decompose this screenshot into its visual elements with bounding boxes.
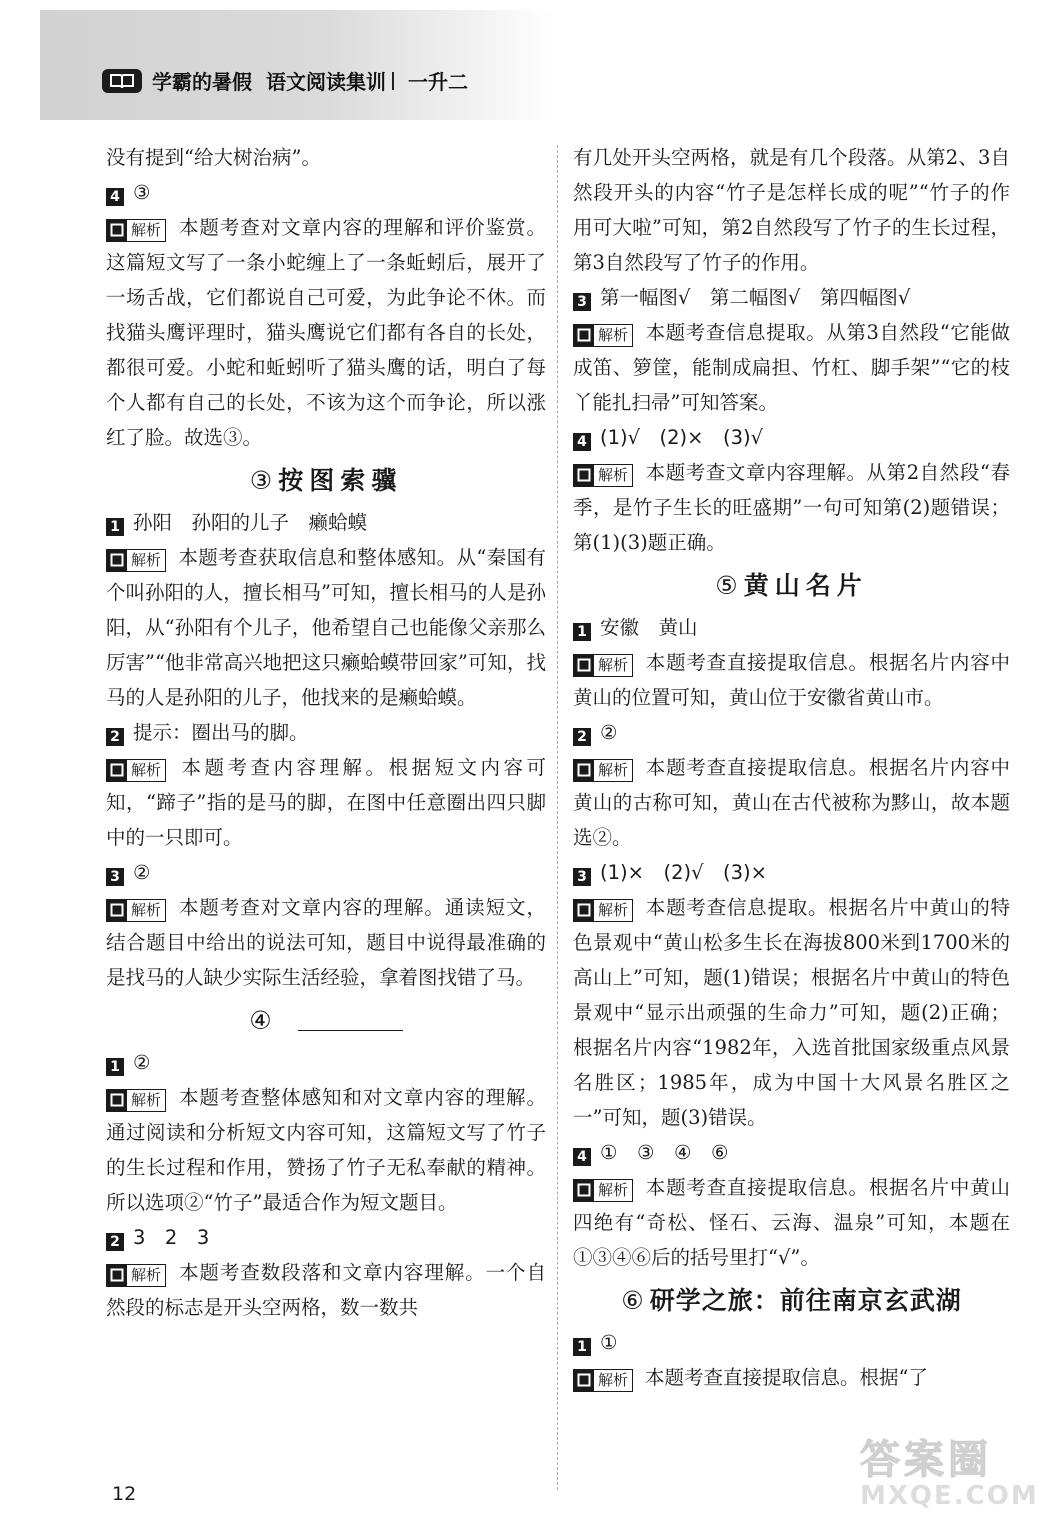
continued-text: 没有提到“给大树治病”。 <box>106 146 321 169</box>
analysis-icon <box>574 655 594 676</box>
header-separator <box>392 72 394 90</box>
analysis-icon <box>574 1180 594 1201</box>
analysis-text: 本题考查信息提取。根据名片中黄山的特色景观中“黄山松多生长在海拔800米到1700米的高山上”可知，题(1)错误；根据名片中黄山的特色景观中“显示出顽强的生命力”可知，题(2)正确；根据名片内容“1982年，入选首批国家级重点风景名胜区；1985年，成为中国十大风景名胜区之一”可知，题(3)错误。 <box>573 896 1010 1129</box>
analysis-icon <box>107 760 127 781</box>
question-number: 2 <box>106 728 124 746</box>
analysis-text: 本题考查数段落和文章内容理解。一个自然段的标志是开头空两格，数一数共 <box>106 1261 546 1319</box>
column-divider <box>557 145 558 1490</box>
analysis-icon <box>574 1370 594 1391</box>
answer-text: ① <box>600 1331 618 1354</box>
analysis-badge <box>573 759 633 782</box>
analysis-paragraph <box>573 455 1010 560</box>
title-blank-line <box>298 1030 403 1031</box>
question-number: 1 <box>106 1058 124 1076</box>
section-heading <box>573 1283 1010 1319</box>
analysis-text: 本题考查直接提取信息。根据名片内容中黄山的古称可知，黄山在古代被称为黟山，故本题选②。 <box>573 756 1010 849</box>
question-number: 4 <box>573 433 591 451</box>
analysis-label: 解析 <box>131 1090 162 1109</box>
analysis-text: 本题考查内容理解。根据短文内容可知，“蹄子”指的是马的脚，在图中任意圈出四只脚中的一只即可。 <box>106 756 546 849</box>
analysis-paragraph <box>573 890 1010 1135</box>
page-number: 12 <box>112 1483 137 1505</box>
analysis-icon <box>574 760 594 781</box>
analysis-badge <box>106 549 166 572</box>
analysis-paragraph <box>573 645 1010 715</box>
section-number: ⑥ <box>621 1286 644 1315</box>
question-number: 1 <box>573 623 591 641</box>
question-item <box>106 505 546 540</box>
question-item <box>573 610 1010 645</box>
analysis-text: 本题考查对文章内容的理解。通读短文，结合题目中给出的说法可知，题目中说得最准确的是找马的人缺少实际生活经验，拿着图找错了马。 <box>106 896 546 989</box>
question-item <box>106 855 546 890</box>
analysis-badge <box>573 1369 633 1392</box>
question-item <box>106 1045 546 1080</box>
analysis-text: 本题考查直接提取信息。根据名片中黄山四绝有“奇松、怪石、云海、温泉”可知，本题在①③④⑥后的括号里打“√”。 <box>573 1176 1010 1269</box>
header-grade: 一升二 <box>408 70 468 94</box>
analysis-text: 本题考查整体感知和对文章内容的理解。通过阅读和分析短文内容可知，这篇短文写了竹子的生长过程和作用，赞扬了竹子无私奉献的精神。所以选项②“竹子”最适合作为短文题目。 <box>106 1086 546 1214</box>
section-number: ④ <box>249 1006 272 1035</box>
answer-text: ① ③ ④ ⑥ <box>600 1141 729 1164</box>
question-item <box>573 280 1010 315</box>
analysis-label: 解析 <box>598 465 629 484</box>
analysis-badge <box>573 1179 633 1202</box>
analysis-label: 解析 <box>598 900 629 919</box>
analysis-badge <box>573 324 633 347</box>
analysis-icon <box>107 900 127 921</box>
answer-text: 3 2 3 <box>133 1226 210 1249</box>
analysis-label: 解析 <box>598 1180 629 1199</box>
answer-text: ② <box>133 861 151 884</box>
analysis-label: 解析 <box>131 220 162 239</box>
question-item <box>573 715 1010 750</box>
analysis-label: 解析 <box>131 900 162 919</box>
analysis-label: 解析 <box>598 325 629 344</box>
analysis-icon <box>574 900 594 921</box>
question-number: 3 <box>573 868 591 886</box>
analysis-paragraph <box>573 1170 1010 1275</box>
answer-text: ② <box>133 1051 151 1074</box>
analysis-badge <box>573 899 633 922</box>
analysis-text: 本题考查信息提取。从第3自然段“它能做成笛、箩筐，能制成扁担、竹杠、脚手架”“它的枝丫能扎扫帚”可知答案。 <box>573 321 1010 414</box>
section-number: ③ <box>249 466 273 495</box>
question-number: 2 <box>573 728 591 746</box>
section-heading <box>106 463 546 499</box>
analysis-paragraph <box>106 750 546 855</box>
analysis-label: 解析 <box>131 760 162 779</box>
analysis-label: 解析 <box>598 1370 629 1389</box>
answer-text: ③ <box>133 181 151 204</box>
question-number: 2 <box>106 1233 124 1251</box>
analysis-paragraph <box>573 1360 1010 1395</box>
analysis-badge <box>573 464 633 487</box>
header-series: 学霸的暑假 <box>152 70 252 94</box>
analysis-label: 解析 <box>131 1265 162 1284</box>
analysis-paragraph <box>106 890 546 995</box>
header-title: 语文阅读集训 <box>266 70 386 94</box>
section-number: ⑤ <box>715 571 738 600</box>
analysis-icon <box>107 550 127 571</box>
question-number: 1 <box>106 518 124 536</box>
analysis-paragraph <box>106 1255 546 1325</box>
answer-text: ② <box>600 721 618 744</box>
question-item <box>573 855 1010 890</box>
analysis-text: 本题考查文章内容理解。从第2自然段“春季，是竹子生长的旺盛期”一句可知第(2)题错误；第(1)(3)题正确。 <box>573 461 1010 554</box>
analysis-text: 本题考查对文章内容的理解和评价鉴赏。这篇短文写了一条小蛇缠上了一条蚯蚓后，展开了一场舌战，它们都说自己可爱，为此争论不休。而找猫头鹰评理时，猫头鹰说它们都有各自的长处，都很可爱。小蛇和蚯蚓听了猫头鹰的话，明白了每个人都有自己的长处，不该为这个而争论，所以涨红了脸。故选③。 <box>106 216 546 449</box>
analysis-text: 本题考查直接提取信息。根据“了 <box>645 1366 928 1389</box>
section-heading <box>573 568 1010 604</box>
analysis-icon <box>574 325 594 346</box>
header-bar <box>102 66 468 95</box>
analysis-icon <box>107 1090 127 1111</box>
question-item <box>573 1325 1010 1360</box>
analysis-icon <box>107 220 127 241</box>
analysis-text: 本题考查直接提取信息。根据名片内容中黄山的位置可知，黄山位于安徽省黄山市。 <box>573 651 1010 709</box>
answer-text: 提示：圈出马的脚。 <box>133 721 309 744</box>
analysis-paragraph <box>106 210 546 455</box>
analysis-paragraph <box>573 750 1010 855</box>
question-item <box>106 1220 546 1255</box>
question-number: 3 <box>573 293 591 311</box>
question-number: 1 <box>573 1338 591 1356</box>
left-column <box>106 140 546 1325</box>
continued-text: 有几处开头空两格，就是有几个段落。从第2、3自然段开头的内容“竹子是怎样长成的呢”“竹子的作用可大啦”可知，第2自然段写了竹子的生长过程，第3自然段写了竹子的作用。 <box>573 146 1010 274</box>
analysis-paragraph <box>573 315 1010 420</box>
watermark <box>860 1428 1050 1528</box>
section-heading <box>106 1003 546 1039</box>
analysis-text: 本题考查获取信息和整体感知。从“秦国有个叫孙阳的人，擅长相马”可知，擅长相马的人是孙阳，从“孙阳有个儿子，他希望自己也能像父亲那么厉害”“他非常高兴地把这只癞蛤蟆带回家”可知，找马的人是孙阳的儿子，他找来的是癞蛤蟆。 <box>106 546 546 709</box>
book-icon <box>102 69 142 93</box>
question-number: 3 <box>106 868 124 886</box>
analysis-icon <box>574 465 594 486</box>
analysis-label: 解析 <box>131 550 162 569</box>
question-item <box>573 1135 1010 1170</box>
question-item <box>106 715 546 750</box>
analysis-label: 解析 <box>598 655 629 674</box>
question-number: 4 <box>106 188 124 206</box>
question-item <box>106 175 546 210</box>
question-item <box>573 420 1010 455</box>
analysis-icon <box>107 1265 127 1286</box>
right-column <box>573 140 1010 1395</box>
answer-text: (1)√ (2)× (3)√ <box>600 426 764 449</box>
analysis-badge <box>106 759 166 782</box>
analysis-badge <box>106 1089 166 1112</box>
watermark-logo-text: 答案圈 <box>860 1437 992 1483</box>
section-title: 研学之旅：前往南京玄武湖 <box>649 1286 962 1315</box>
question-number: 4 <box>573 1148 591 1166</box>
analysis-badge <box>573 654 633 677</box>
answer-text: 第一幅图√ 第二幅图√ 第四幅图√ <box>600 286 911 309</box>
header-banner <box>40 10 555 120</box>
analysis-badge <box>106 219 166 242</box>
answer-text: 孙阳 孙阳的儿子 癞蛤蟆 <box>133 511 368 534</box>
section-title: 按图索骥 <box>278 466 403 495</box>
answer-text: 安徽 黄山 <box>600 616 698 639</box>
analysis-badge <box>106 899 166 922</box>
analysis-paragraph <box>106 1080 546 1220</box>
analysis-label: 解析 <box>598 760 629 779</box>
analysis-paragraph <box>106 540 546 715</box>
answer-text: (1)× (2)√ (3)× <box>600 861 767 884</box>
section-title: 黄山名片 <box>743 571 868 600</box>
watermark-domain: MXQE.COM <box>860 1481 1039 1511</box>
analysis-badge <box>106 1264 166 1287</box>
